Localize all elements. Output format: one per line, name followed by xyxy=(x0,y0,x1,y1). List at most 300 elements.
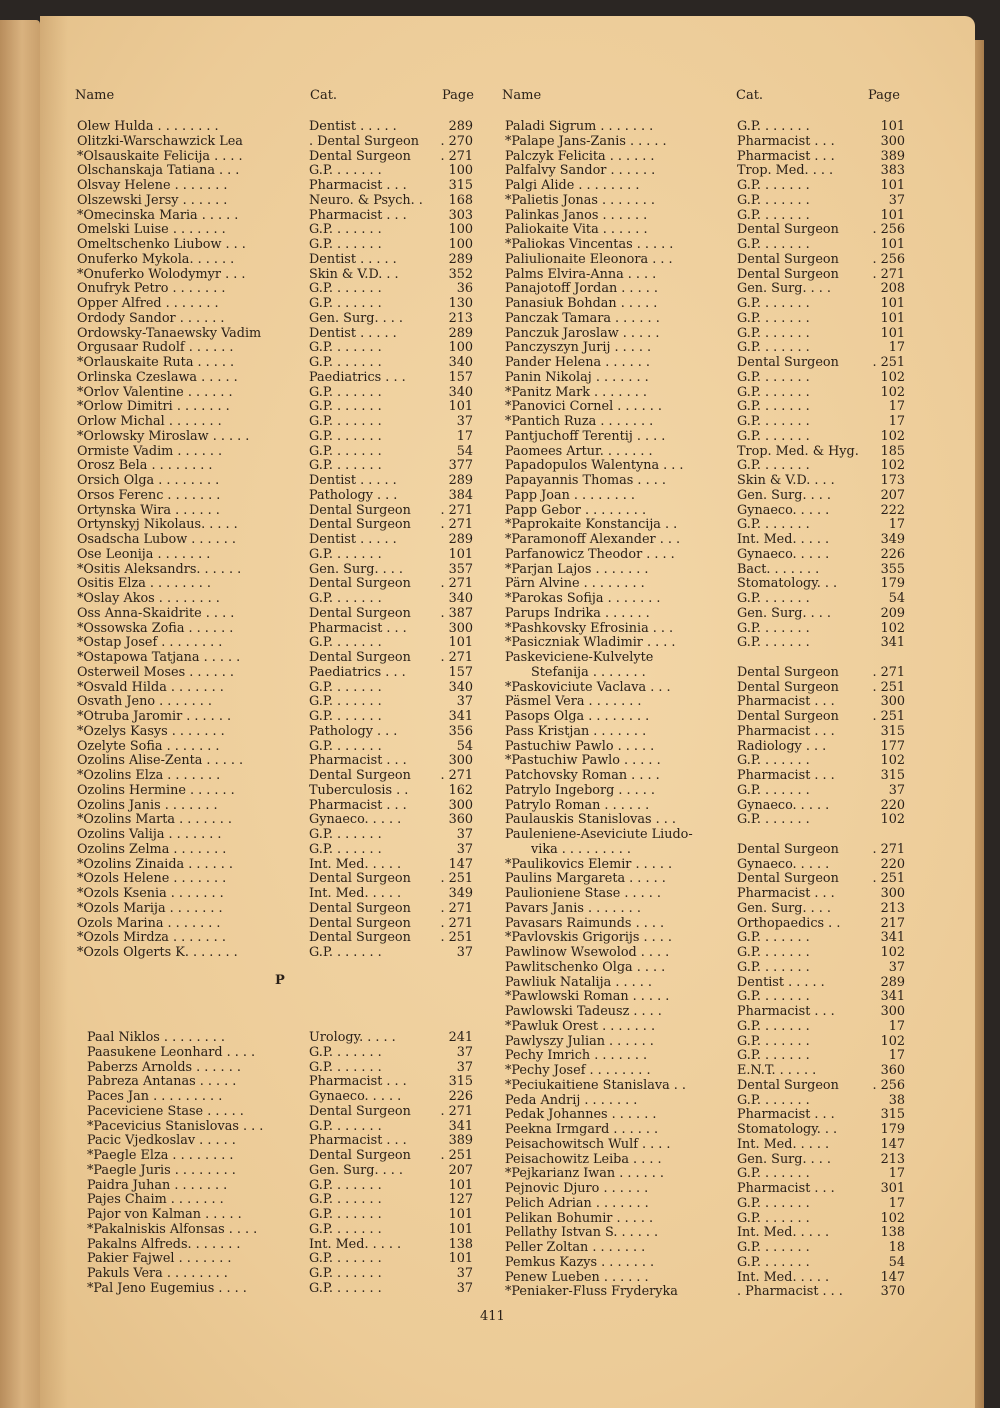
entry-name: Ozolins Janis . . . . . . . xyxy=(77,798,218,813)
entry-page: 100 xyxy=(448,341,473,356)
entry-page: 356 xyxy=(448,724,473,739)
entry-page: 147 xyxy=(448,857,473,872)
entry-page: . 271 xyxy=(440,1104,473,1119)
entry-page: 162 xyxy=(448,783,473,798)
entry-name: Panajotoff Jordan . . . . . xyxy=(505,282,658,297)
entry-category: G.P. . . . . . . xyxy=(737,179,810,193)
directory-entry xyxy=(77,386,477,401)
entry-page: 217 xyxy=(880,916,905,931)
directory-entry xyxy=(87,1046,477,1061)
entry-category: Dental Surgeon xyxy=(309,901,411,916)
entry-page: 147 xyxy=(880,1137,905,1152)
entry-category: Skin & V.D. . . . xyxy=(737,474,835,488)
entry-name: Orosz Bela . . . . . . . . xyxy=(77,459,213,474)
entry-category: G.P. . . . . . . xyxy=(737,459,810,474)
entry-page: . 251 xyxy=(440,872,473,887)
directory-entry xyxy=(87,1164,477,1179)
entry-category: G.P. . . . . . . xyxy=(737,518,810,533)
entry-page: 101 xyxy=(880,120,905,134)
entry-category: Int. Med. . . . . xyxy=(309,887,402,901)
directory-entry xyxy=(505,577,905,592)
entry-page: 147 xyxy=(880,1270,905,1285)
entry-page: 213 xyxy=(880,1152,905,1167)
entry-page: 100 xyxy=(448,164,473,179)
entry-page: 54 xyxy=(888,1255,905,1270)
entry-category: G.P. . . . . . . xyxy=(737,370,810,385)
entry-category: G.P. . . . . . . xyxy=(309,680,382,695)
entry-page: 341 xyxy=(880,990,905,1005)
entry-page: 157 xyxy=(448,665,473,680)
entry-name: Omeltschenko Liubow . . . xyxy=(77,238,246,252)
entry-category: Stomatology. . . xyxy=(737,1123,838,1137)
entry-page: 340 xyxy=(448,385,473,400)
directory-entry xyxy=(505,209,905,224)
entry-category: Neuro. & Psych. . xyxy=(309,193,423,208)
directory-entry xyxy=(77,548,477,563)
entry-page: . 271 xyxy=(440,769,473,783)
directory-entry xyxy=(77,297,477,312)
entry-category: G.P. . . . . . . xyxy=(737,385,810,400)
directory-entry xyxy=(77,695,477,710)
entry-page: . 251 xyxy=(872,872,905,887)
entry-name: Peller Zoltan . . . . . . . xyxy=(505,1241,646,1255)
entry-page: 157 xyxy=(448,370,473,385)
entry-category: Pharmacist . . . xyxy=(737,769,835,783)
directory-entry xyxy=(77,828,477,843)
entry-category: G.P. . . . . . . xyxy=(737,931,810,946)
entry-name: Pawlinow Wsewolod . . . . xyxy=(505,946,670,960)
directory-entry xyxy=(77,223,477,238)
left-header-cat: Cat. xyxy=(310,88,338,103)
directory-entry xyxy=(505,754,905,769)
entry-page: 209 xyxy=(880,606,905,621)
directory-entry xyxy=(77,518,477,533)
entry-name: Peisachowitsch Wulf . . . . xyxy=(505,1137,671,1152)
entry-page: 357 xyxy=(448,562,473,577)
entry-name: Palms Elvira-Anna . . . . xyxy=(505,267,657,282)
entry-name: Ordowsky-Tanaewsky Vadim xyxy=(77,326,262,341)
entry-name: *Paramonoff Alexander . . . xyxy=(505,533,681,547)
entry-category: Urology. . . . . xyxy=(309,1031,396,1045)
entry-name: Paberzs Arnolds . . . . . . xyxy=(87,1060,241,1075)
entry-page: 300 xyxy=(880,1005,905,1019)
entry-category: Gynaeco. . . . . xyxy=(737,503,830,518)
directory-entry xyxy=(87,1252,477,1267)
entry-category: Int. Med. . . . . xyxy=(737,1226,830,1241)
entry-category: G.P. . . . . . . xyxy=(737,1093,810,1108)
entry-page: 101 xyxy=(880,311,905,326)
entry-category: Pharmacist . . . xyxy=(737,1005,835,1019)
entry-name: Parfanowicz Theodor . . . . xyxy=(505,547,675,562)
entry-category: G.P. . . . . . . xyxy=(737,238,810,252)
entry-page: 54 xyxy=(888,592,905,606)
entry-page: 101 xyxy=(448,636,473,651)
entry-category: G.P. . . . . . . xyxy=(737,208,810,223)
directory-entry xyxy=(87,1193,477,1208)
entry-name: *Parjan Lajos . . . . . . . xyxy=(505,562,649,577)
entry-category: Tuberculosis . . xyxy=(309,783,409,798)
entry-category: G.P. . . . . . . xyxy=(309,592,382,606)
entry-name: Pejnovic Djuro . . . . . . xyxy=(505,1182,649,1196)
directory-entry xyxy=(77,474,477,489)
entry-name: Ozolins Valija . . . . . . . xyxy=(77,828,222,842)
directory-entry xyxy=(505,828,905,843)
entry-name: Ozolins Zelma . . . . . . . xyxy=(77,842,227,857)
directory-entry xyxy=(505,1035,905,1050)
entry-category: Paediatrics . . . xyxy=(309,665,406,680)
entry-page: . 271 xyxy=(440,518,473,533)
entry-category: Pharmacist . . . xyxy=(309,208,407,223)
directory-entry xyxy=(77,577,477,592)
entry-category: Gynaeco. . . . . xyxy=(309,813,402,828)
directory-entry xyxy=(77,356,477,371)
directory-entry xyxy=(505,445,905,460)
entry-category: Gen. Surg. . . . xyxy=(737,282,831,297)
entry-name: Osadscha Lubow . . . . . . xyxy=(77,533,236,547)
entry-name: Paidra Juhan . . . . . . . xyxy=(87,1178,228,1193)
directory-entry xyxy=(77,120,477,135)
entry-name: Päsmel Vera . . . . . . . xyxy=(505,695,642,710)
entry-page: 37 xyxy=(456,1060,473,1075)
entry-category: G.P. . . . . . . xyxy=(309,429,382,444)
directory-entry xyxy=(505,813,905,828)
entry-name: Pawlyszy Julian . . . . . . xyxy=(505,1034,654,1049)
entry-category: Dental Surgeon xyxy=(309,149,411,164)
entry-name: Pellathy Istvan S. . . . . . xyxy=(505,1226,659,1241)
entry-category: Dentist . . . . . xyxy=(309,326,397,341)
entry-name: *Ostap Josef . . . . . . . . xyxy=(77,636,223,651)
directory-entry xyxy=(505,356,905,371)
entry-name: Ozols Marina . . . . . . . xyxy=(77,916,221,931)
entry-name: *Onuferko Wolodymyr . . . xyxy=(77,267,246,282)
directory-entry xyxy=(505,902,905,917)
entry-category: G.P. . . . . . . xyxy=(309,695,382,710)
entry-category: Int. Med. . . . . xyxy=(309,1237,402,1252)
entry-category: Gen. Surg. . . . xyxy=(309,562,403,577)
entry-page: . 256 xyxy=(872,252,905,267)
entry-name: *Ozolins Marta . . . . . . . xyxy=(77,813,232,828)
entry-name: Pechy Imrich . . . . . . . xyxy=(505,1049,648,1064)
entry-category: Dental Surgeon xyxy=(309,1104,411,1119)
entry-category: G.P. . . . . . . xyxy=(309,1193,382,1208)
entry-category: G.P. . . . . . . xyxy=(737,415,810,429)
entry-page: 241 xyxy=(448,1031,473,1045)
directory-entry xyxy=(77,710,477,725)
directory-entry xyxy=(77,563,477,578)
directory-entry xyxy=(505,636,905,651)
entry-page: 102 xyxy=(880,385,905,400)
entry-category: G.P. . . . . . . xyxy=(737,1255,810,1270)
entry-category: Pathology . . . xyxy=(309,724,398,739)
entry-name: *Pavlovskis Grigorijs . . . . xyxy=(505,931,672,946)
entry-page: . 271 xyxy=(440,901,473,916)
entry-page: . 251 xyxy=(872,710,905,724)
entry-page: 289 xyxy=(448,252,473,267)
directory-entry xyxy=(505,961,905,976)
entry-page: 355 xyxy=(880,562,905,577)
entry-page: 207 xyxy=(448,1163,473,1178)
entry-category: G.P. . . . . . . xyxy=(737,341,810,356)
entry-category: G.P. . . . . . . xyxy=(737,193,810,208)
entry-name: *Pal Jeno Eugemius . . . . xyxy=(87,1281,247,1296)
entry-page: 220 xyxy=(880,798,905,813)
directory-entry xyxy=(505,563,905,578)
entry-category: G.P. . . . . . . xyxy=(737,429,810,444)
entry-name: Paceviciene Stase . . . . . xyxy=(87,1104,244,1119)
entry-name: *Orlowsky Miroslaw . . . . . xyxy=(77,429,250,444)
directory-entry xyxy=(505,1079,905,1094)
entry-name: *Ozols Olgerts K. . . . . . . xyxy=(77,946,238,960)
entry-page: 383 xyxy=(880,164,905,179)
entry-name: Panczak Tamara . . . . . . xyxy=(505,311,660,326)
entry-page: 168 xyxy=(448,193,473,208)
entry-page: . 271 xyxy=(440,651,473,665)
entry-name: *Orlauskaite Ruta . . . . . xyxy=(77,356,235,370)
entry-category: G.P. . . . . . . xyxy=(309,223,382,238)
directory-entry xyxy=(505,1153,905,1168)
directory-entry xyxy=(505,164,905,179)
entry-category: Gynaeco. . . . . xyxy=(737,857,830,872)
entry-name: Paal Niklos . . . . . . . . xyxy=(87,1031,225,1045)
entry-category: Gen. Surg. . . . xyxy=(737,606,831,621)
entry-name: Ose Leonija . . . . . . . xyxy=(77,547,211,562)
directory-entry xyxy=(505,150,905,165)
entry-name: *Pastuchiw Pawlo . . . . . xyxy=(505,754,661,769)
entry-page: 17 xyxy=(888,341,905,356)
entry-category: Gen. Surg. . . . xyxy=(309,311,403,326)
entry-category: G.P. . . . . . . xyxy=(309,297,382,311)
entry-category: Dentist . . . . . xyxy=(309,252,397,267)
entry-category: G.P. . . . . . . xyxy=(737,1167,810,1182)
entry-name: Patrylo Roman . . . . . . xyxy=(505,798,650,813)
entry-name: Paliokaite Vita . . . . . . xyxy=(505,223,648,238)
directory-entry xyxy=(77,312,477,327)
left-column-p-entries xyxy=(87,1031,477,1297)
entry-page: 289 xyxy=(448,326,473,341)
entry-name: *Paulikovics Elemir . . . . . xyxy=(505,857,673,872)
right-header-name: Name xyxy=(502,88,542,103)
entry-category: Int. Med. . . . . xyxy=(309,857,402,872)
entry-name: Ordody Sandor . . . . . . xyxy=(77,311,225,326)
entry-name: Paasukene Leonhard . . . . xyxy=(87,1045,256,1060)
right-header-page: Page xyxy=(868,88,900,103)
entry-category: Radiology . . . xyxy=(737,739,827,754)
entry-name: *Omecinska Maria . . . . . xyxy=(77,208,239,223)
entry-page: . 271 xyxy=(440,577,473,592)
entry-name: Pakalns Alfreds. . . . . . . xyxy=(87,1237,241,1252)
directory-entry xyxy=(505,1285,905,1300)
directory-entry xyxy=(505,533,905,548)
entry-category: Dental Surgeon xyxy=(737,356,839,370)
entry-name: Pelich Adrian . . . . . . . xyxy=(505,1196,649,1211)
directory-entry xyxy=(77,164,477,179)
entry-name: *Pashkovsky Efrosinia . . . xyxy=(505,621,674,636)
entry-category: Pharmacist . . . xyxy=(309,754,407,769)
entry-category: G.P. . . . . . . xyxy=(309,710,382,724)
entry-page: . 387 xyxy=(440,606,473,621)
entry-page: 37 xyxy=(456,946,473,960)
entry-page: 101 xyxy=(448,1252,473,1267)
entry-category: G.P. . . . . . . xyxy=(309,1252,382,1267)
directory-entry xyxy=(77,769,477,784)
entry-category: G.P. . . . . . . xyxy=(737,636,810,651)
directory-entry xyxy=(505,194,905,209)
entry-page: 341 xyxy=(880,636,905,651)
directory-entry xyxy=(505,415,905,430)
directory-entry xyxy=(77,430,477,445)
entry-category: Trop. Med. . . . xyxy=(737,164,834,179)
entry-name: Patchovsky Roman . . . . xyxy=(505,769,660,783)
entry-name: Peda Andrij . . . . . . . xyxy=(505,1093,638,1108)
entry-name: Olitzki-Warschawzick Lea xyxy=(77,134,243,149)
directory-entry xyxy=(77,371,477,386)
entry-category: G.P. . . . . . . xyxy=(737,754,810,769)
directory-entry xyxy=(505,1123,905,1138)
entry-page: 226 xyxy=(448,1090,473,1104)
entry-page: 101 xyxy=(448,547,473,562)
entry-page: 101 xyxy=(880,238,905,252)
entry-name: Pawlowski Tadeusz . . . . xyxy=(505,1005,662,1019)
entry-category: Dental Surgeon xyxy=(309,503,411,518)
entry-page: 185 xyxy=(880,444,905,459)
entry-category: G.P. . . . . . . xyxy=(737,960,810,975)
directory-entry xyxy=(505,1049,905,1064)
directory-entry xyxy=(505,946,905,961)
entry-category: Pharmacist . . . xyxy=(737,134,835,149)
entry-category: Dental Surgeon xyxy=(737,665,839,680)
entry-page: 179 xyxy=(880,1123,905,1137)
entry-category: Dental Surgeon xyxy=(309,769,411,783)
entry-category: Pharmacist . . . xyxy=(737,887,835,901)
entry-page: 315 xyxy=(448,1075,473,1090)
entry-page: 100 xyxy=(448,223,473,238)
directory-entry xyxy=(77,917,477,932)
entry-page: 101 xyxy=(448,1208,473,1222)
entry-name: vika . . . . . . . . . xyxy=(531,842,631,857)
entry-name: Panczuk Jaroslaw . . . . . xyxy=(505,326,660,341)
entry-page: 360 xyxy=(880,1064,905,1078)
directory-entry xyxy=(505,1167,905,1182)
entry-category: Dental Surgeon xyxy=(737,267,839,282)
directory-entry xyxy=(505,430,905,445)
entry-page: 377 xyxy=(448,459,473,474)
entry-page: . 271 xyxy=(440,503,473,518)
entry-name: Palczyk Felicita . . . . . . xyxy=(505,149,655,164)
directory-entry xyxy=(87,1238,477,1253)
entry-category: Paediatrics . . . xyxy=(309,370,406,385)
entry-page: 340 xyxy=(448,680,473,695)
entry-name: Stefanija . . . . . . . xyxy=(531,665,646,680)
entry-page: . 251 xyxy=(872,356,905,370)
directory-entry xyxy=(505,858,905,873)
entry-page: 101 xyxy=(880,297,905,311)
entry-page: 360 xyxy=(448,813,473,828)
entry-page: 37 xyxy=(456,695,473,710)
entry-name: Pavars Janis . . . . . . . xyxy=(505,901,641,916)
entry-category: G.P. . . . . . . xyxy=(309,1267,382,1281)
entry-category: G.P. . . . . . . xyxy=(737,813,810,828)
directory-entry xyxy=(505,917,905,932)
entry-page: . 251 xyxy=(440,931,473,946)
entry-page: 315 xyxy=(880,1108,905,1123)
entry-name: Palinkas Janos . . . . . . xyxy=(505,208,648,223)
entry-name: Paladi Sigrum . . . . . . . xyxy=(505,120,654,134)
directory-entry xyxy=(505,1064,905,1079)
entry-page: 102 xyxy=(880,946,905,960)
right-header-cat: Cat. xyxy=(736,88,764,103)
entry-name: Orsich Olga . . . . . . . . xyxy=(77,474,220,488)
directory-entry xyxy=(77,607,477,622)
entry-category: G.P. . . . . . . xyxy=(737,297,810,311)
directory-entry xyxy=(77,209,477,224)
entry-page: . 256 xyxy=(872,1078,905,1093)
entry-page: 341 xyxy=(448,710,473,724)
entry-page: 101 xyxy=(880,179,905,193)
directory-entry xyxy=(77,592,477,607)
entry-category: . Dental Surgeon xyxy=(309,134,419,149)
entry-category: G.P. . . . . . . xyxy=(309,385,382,400)
entry-category: Pharmacist . . . xyxy=(309,621,407,636)
entry-category: Gynaeco. . . . . xyxy=(309,1090,402,1104)
entry-category: Stomatology. . . xyxy=(737,577,838,592)
directory-entry xyxy=(505,489,905,504)
directory-entry xyxy=(77,415,477,430)
entry-name: Palfalvy Sandor . . . . . . xyxy=(505,164,656,179)
directory-entry xyxy=(77,533,477,548)
directory-entry xyxy=(505,297,905,312)
entry-page: 18 xyxy=(888,1241,905,1255)
entry-category: G.P. . . . . . . xyxy=(309,1178,382,1193)
directory-entry xyxy=(505,681,905,696)
entry-category: G.P. . . . . . . xyxy=(737,1196,810,1211)
entry-category: Pharmacist . . . xyxy=(309,798,407,813)
entry-category: Dental Surgeon xyxy=(737,680,839,695)
left-header-page: Page xyxy=(442,88,474,103)
entry-category: G.P. . . . . . . xyxy=(737,990,810,1005)
directory-entry xyxy=(77,858,477,873)
entry-page: . 256 xyxy=(872,223,905,238)
entry-page: . 271 xyxy=(440,916,473,931)
entry-page: 130 xyxy=(448,297,473,311)
section-letter: P xyxy=(275,973,285,988)
entry-page: 301 xyxy=(880,1182,905,1196)
directory-entry xyxy=(77,887,477,902)
entry-page: 389 xyxy=(448,1134,473,1149)
entry-name: Olew Hulda . . . . . . . . xyxy=(77,120,219,134)
entry-name: *Panovici Cornel . . . . . . xyxy=(505,400,662,415)
entry-page: 384 xyxy=(448,488,473,503)
directory-entry xyxy=(77,150,477,165)
entry-name: *Pejkarianz Iwan . . . . . . xyxy=(505,1167,664,1182)
directory-entry xyxy=(77,622,477,637)
directory-entry xyxy=(505,740,905,755)
entry-page: . 271 xyxy=(872,842,905,857)
directory-entry xyxy=(505,784,905,799)
entry-category: Int. Med. . . . . xyxy=(737,1270,830,1285)
entry-name: *Ossowska Zofia . . . . . . xyxy=(77,621,234,636)
entry-page: 127 xyxy=(448,1193,473,1208)
entry-name: Ozolins Alise-Zenta . . . . . xyxy=(77,754,244,769)
entry-name: Pabreza Antanas . . . . . xyxy=(87,1075,237,1090)
entry-name: Oss Anna-Skaidrite . . . . xyxy=(77,606,235,621)
entry-page: 37 xyxy=(456,415,473,429)
entry-page: 341 xyxy=(448,1119,473,1134)
entry-name: Pakuls Vera . . . . . . . . xyxy=(87,1267,228,1281)
directory-entry xyxy=(77,253,477,268)
entry-page: 289 xyxy=(448,474,473,488)
directory-entry xyxy=(505,1182,905,1197)
entry-name: Pelikan Bohumir . . . . . xyxy=(505,1211,654,1226)
